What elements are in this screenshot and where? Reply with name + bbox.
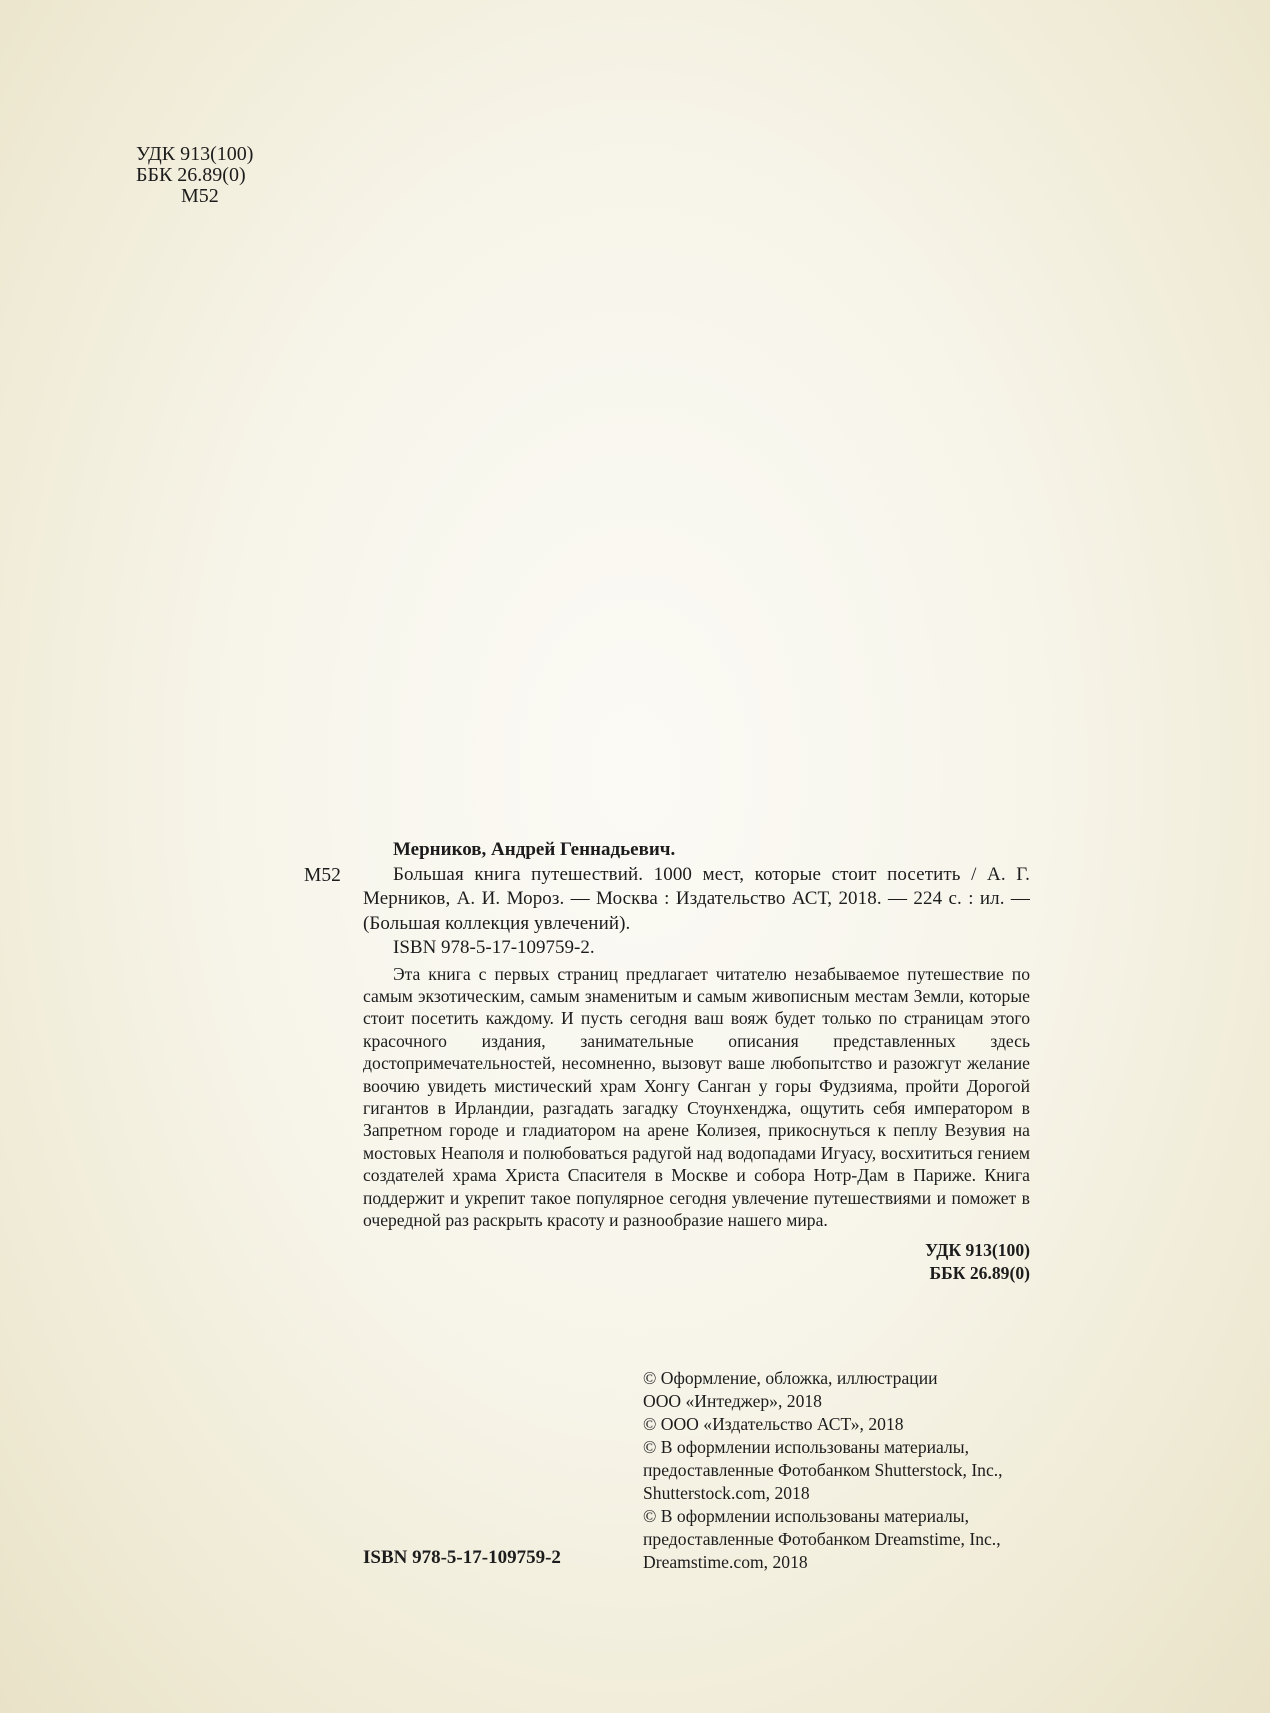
copyright-line: © Оформление, обложка, иллюстрации [643, 1368, 938, 1388]
top-udk: УДК 913(100) [136, 143, 254, 165]
copyright-block [643, 1367, 1063, 1574]
top-bbk: ББК 26.89(0) [136, 164, 246, 186]
bottom-udk: УДК 913(100) [925, 1240, 1030, 1261]
copyright-line: © В оформлении использованы материалы, [643, 1506, 969, 1526]
isbn-bottom: ISBN 978-5-17-109759-2 [363, 1547, 561, 1568]
title-description: Большая книга путешествий. 1000 мест, которые стоит посетить / А. Г. Мерников, А. И. Мороз. — Москва : Издательство АСТ, 2018. — 224 с. : ил. — (Большая коллекция увлечений). [363, 863, 1030, 934]
bibliographic-record [363, 838, 1030, 1284]
copyright-line: Shutterstock.com, 2018 [643, 1483, 810, 1503]
top-classification [136, 144, 253, 207]
copyright-line: © ООО «Издательство АСТ», 2018 [643, 1414, 904, 1434]
isbn-line: ISBN 978-5-17-109759-2. [393, 937, 595, 958]
copyright-line: Dreamstime.com, 2018 [643, 1552, 808, 1572]
biblio-author-mark: М52 [304, 865, 341, 886]
bottom-classification [363, 1239, 1030, 1284]
author-heading: Мерников, Андрей Геннадьевич. [393, 839, 676, 860]
annotation: Эта книга с первых страниц предлагает читателю незабываемое путешествие по самым экзотическим, самым знаменитым и самым живописным местам Земли, которые стоит посетить каждому. И пусть сегодня ваш вояж будет только по страницам этого красочного издания, занимательные описания представленных здесь достопримечательностей, несомненно, вызовут ваше любопытство и разожгут желание воочию увидеть мистический храм Хонгу Санган у горы Фудзияма, пройти Дорогой гигантов в Ирландии, разгадать загадку Стоунхенджа, ощутить себя императором в Запретном городе и гладиатором на арене Колизея, прикоснуться к пеплу Везувия на мостовых Неаполя и полюбоваться радугой над водопадами Игуасу, восхититься гением создателей храма Христа Спасителя в Москве и собора Нотр-Дам в Париже. Книга поддержит и укрепит такое популярное сегодня увлечение путешествиями и поможет в очередной раз раскрыть красоту и разнообразие нашего мира. [363, 963, 1030, 1230]
top-author-mark: М52 [181, 185, 219, 207]
copyright-line: предоставленные Фотобанком Shutterstock, Inc., [643, 1460, 1003, 1480]
copyright-line: ООО «Интеджер», 2018 [643, 1391, 822, 1411]
bottom-bbk: ББК 26.89(0) [929, 1262, 1030, 1283]
copyright-line: предоставленные Фотобанком Dreamstime, Inc., [643, 1529, 1001, 1549]
copyright-line: © В оформлении использованы материалы, [643, 1437, 969, 1457]
